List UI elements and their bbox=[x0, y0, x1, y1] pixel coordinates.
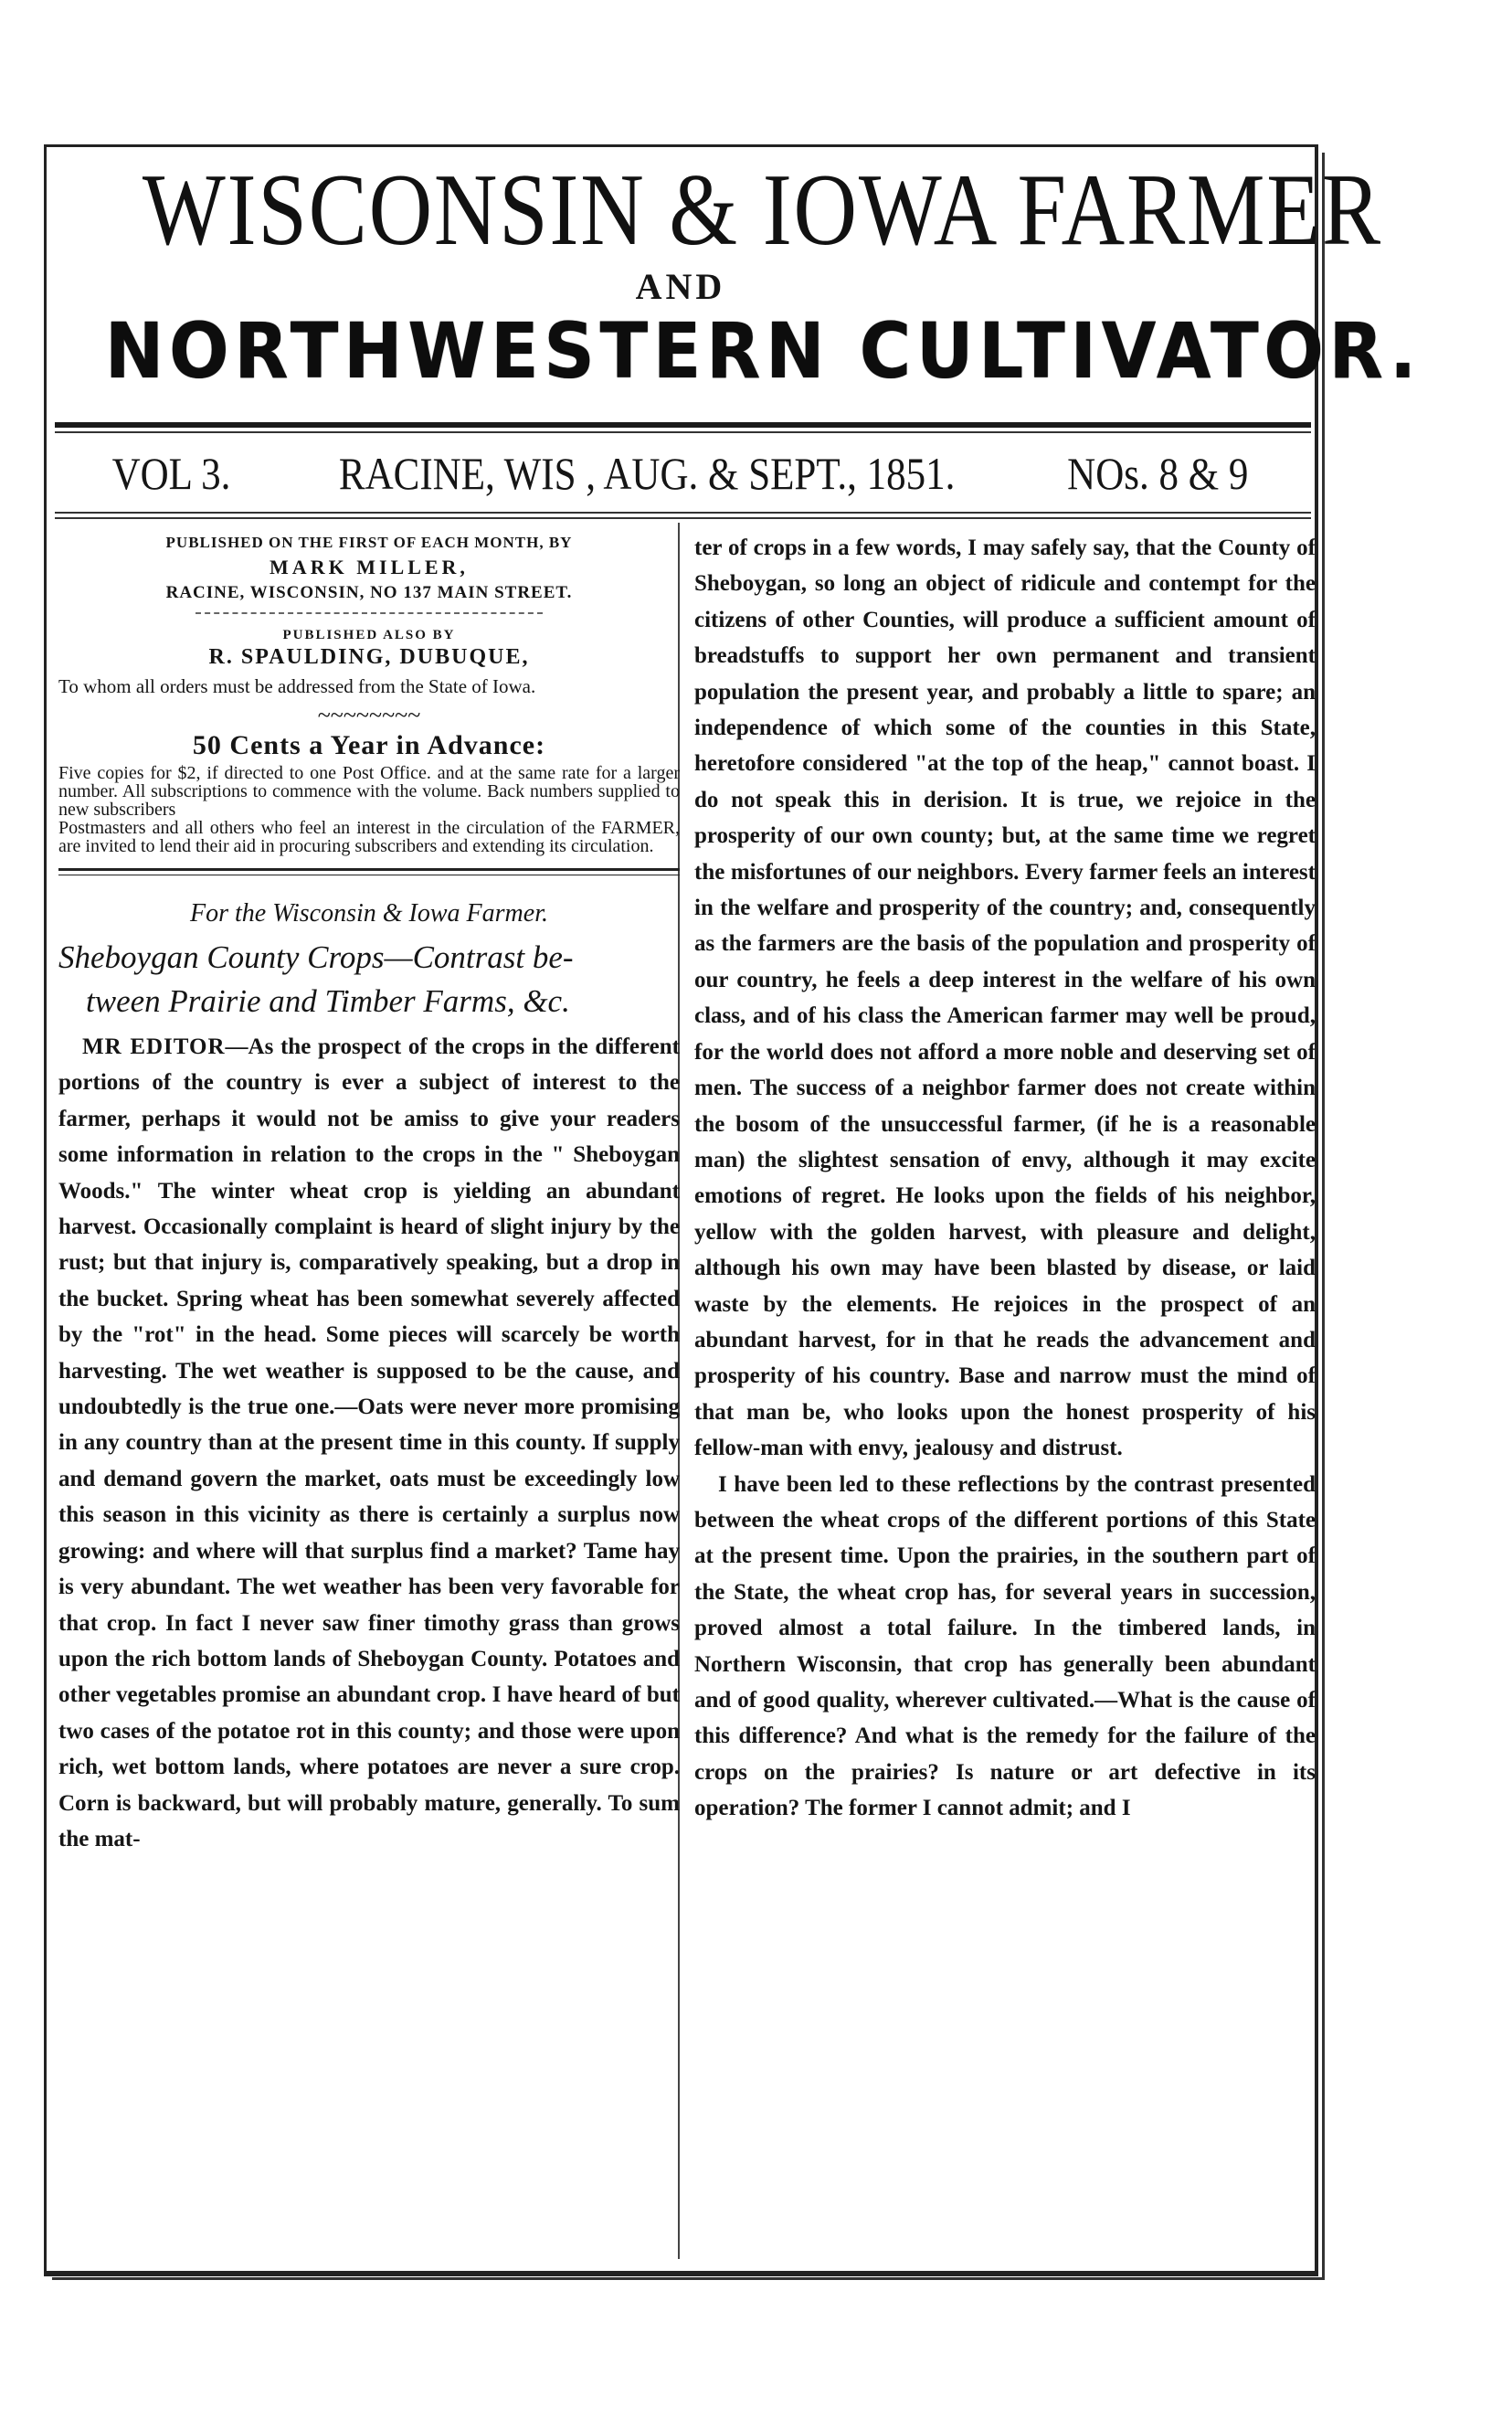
article-title-line-1: Sheboygan County Crops—Contrast be- bbox=[58, 939, 574, 975]
article-paragraph-right-2: I have been led to these reflections by the contrast presented between the wheat crops of the different portions of this State at the present time. Upon the prairies, in the southern part of the State, the wheat crop has, for several years in succession, proved almost a total failure. In the timbered lands, in Northern Wisconsin, that crop has generally been abundant and of good quality, wherever cultivated.—What is the cause of this difference? And what is the remedy for the failure of the crops on the prairies? Is nature or art defective in its operation? The former I cannot admit; and I bbox=[694, 1471, 1316, 1821]
article-title bbox=[58, 936, 680, 1023]
left-column bbox=[58, 530, 680, 1857]
issue-numbers: NOs. 8 & 9 bbox=[1067, 448, 1249, 499]
subscription-price: 50 Cents a Year in Advance: bbox=[192, 730, 546, 760]
dateline-rule-top bbox=[55, 512, 1311, 514]
bottom-rule bbox=[44, 2274, 1318, 2276]
masthead bbox=[55, 154, 1422, 396]
volume-label: VOL 3. bbox=[111, 448, 231, 499]
masthead-rule bbox=[55, 422, 1311, 428]
published-line: PUBLISHED ON THE FIRST OF EACH MONTH, BY bbox=[165, 534, 573, 551]
agent-name: R. SPAULDING, DUBUQUE, bbox=[208, 645, 530, 669]
article-title-line-2: tween Prairie and Timber Farms, &c. bbox=[86, 983, 570, 1019]
subscription-terms bbox=[58, 764, 680, 855]
article-body-left: —As the prospect of the crops in the different portions of the country is ever a subject of interest to the farmer, perhaps it would not be amiss to give your readers some information in relation to the crops in the " Sheboygan Woods." The winter wheat crop is yielding an abundant harvest. Occasionally complaint is heard of slight injury by the rust; but that injury is, comparatively speaking, but a drop in the bucket. Spring wheat has been somewhat severely affected by the "rot" in the head. Some pieces will scarcely be worth harvesting. The wet weather is supposed to be the cause, and undoubtedly is the true one.—Oats were never more promising in any country than at the present time in this county. If supply and demand govern the market, oats must be exceedingly low this season in this vicinity as there is certainly a surplus now growing: and where will that surplus find a market? Tame hay is very abundant. The wet weather has been very favorable for that crop. In fact I never saw finer timothy grass than grows upon the rich bottom lands of Sheboygan County. Potatoes and other vegetables promise an abundant crop. I have heard of but two cases of the potatoe rot in this county; and those were upon rich, wet bottom lands, where potatoes are never a sure crop. Corn is backward, but will probably mature, generally. To sum the mat- bbox=[58, 1034, 680, 1851]
masthead-subtitle: NORTHWESTERN CULTIVATOR. bbox=[104, 306, 1422, 396]
dashed-divider bbox=[196, 612, 544, 614]
masthead-title: WISCONSIN & IOWA FARMER bbox=[142, 154, 1382, 267]
publisher-address: RACINE, WISCONSIN, NO 137 MAIN STREET. bbox=[165, 583, 573, 602]
postmasters-text: Postmasters and all others who feel an interest in the circulation of the FARMER, are invited to lend their aid in procuring subscribers and extending its circulation. bbox=[58, 818, 680, 856]
right-column bbox=[694, 530, 1316, 1827]
place-date: RACINE, WIS , AUG. & SEPT., 1851. bbox=[338, 448, 955, 499]
publisher-name: MARK MILLER, bbox=[270, 556, 469, 578]
article-byline: For the Wisconsin & Iowa Farmer. bbox=[190, 899, 548, 928]
article-paragraph-right-1: ter of crops in a few words, I may safely say, that the County of Sheboygan, so long an object of ridicule and contempt for the citizens of other Counties, will produce a sufficient amount of breadstuffs to support her own permanent and transient population the present year, and probably a little to spare; an independence of which some of the counties in this State, heretofore considered "at the top of the heap," cannot boast. I do not speak this in derision. It is true, we rejoice in the prosperity of our own county; but, at the same time we regret the misfortunes of our neighbors. Every farmer feels an interest in the welfare and prosperity of the country; and, consequently as the farmers are the basis of the population and prosperity of our country, he feels a deep interest in the welfare of his own class, and of his class the American farmer may well be proud, for the world does not afford a more noble and deserving set of men. The success of a neighbor farmer does not create within the bosom of the unsuccessful farmer, (if he is a reasonable man) the slightest sensation of envy, although it may excite emotions of regret. He looks upon the fields of his neighbor, yellow with the golden harvest, with pleasure and delight, although his own may have been blasted by disease, or laid waste by the elements. He rejoices in the prospect of an abundant harvest, for in that he reads the advancement and prosperity of his country. Base and narrow must the mind of that man be, who looks upon the honest prosperity of his fellow-man with envy, jealousy and distrust. bbox=[694, 536, 1316, 1461]
box-rule bbox=[58, 868, 680, 871]
article-paragraph-left bbox=[58, 1029, 680, 1857]
salutation: MR EDITOR bbox=[82, 1034, 226, 1059]
terms-text: Five copies for $2, if directed to one Post Office. and at the same rate for a larger number. All subscriptions to commence with the volume. Back numbers supplied to new subscribers bbox=[58, 763, 680, 820]
published-also-line: PUBLISHED ALSO BY bbox=[282, 628, 456, 642]
masthead-conjunction: AND bbox=[635, 266, 726, 307]
orders-note: To whom all orders must be addressed from the State of Iowa. bbox=[58, 675, 536, 697]
masthead-rule-thin bbox=[55, 431, 1311, 433]
flourish-ornament: ~~~~~~~~ bbox=[317, 702, 421, 728]
publisher-box bbox=[58, 532, 680, 855]
dateline bbox=[55, 437, 1311, 510]
dateline-rule-bottom bbox=[55, 517, 1311, 519]
